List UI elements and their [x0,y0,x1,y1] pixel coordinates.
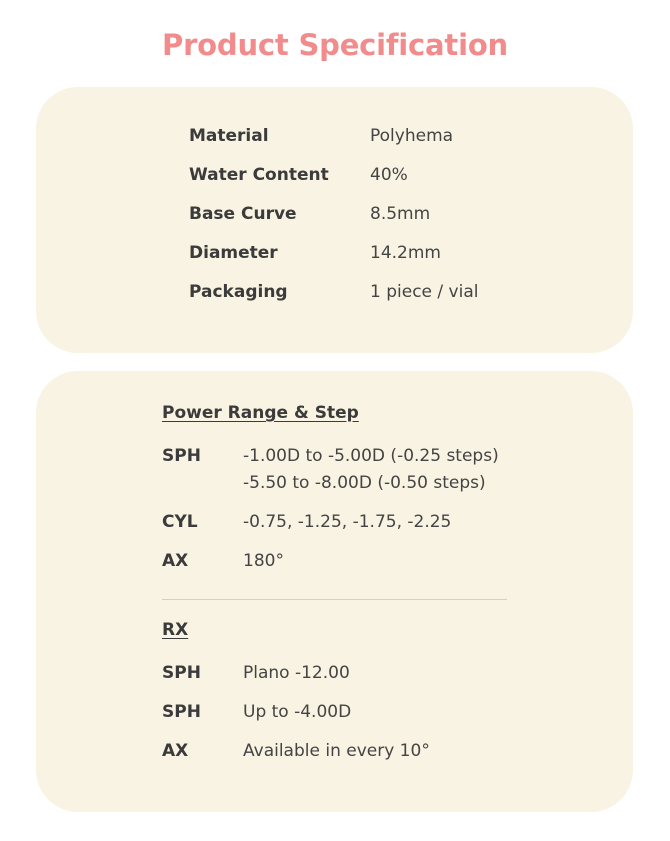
spec-value-base-curve: 8.5mm [370,204,431,224]
section-divider [162,599,507,600]
spec-value-diameter: 14.2mm [370,243,441,263]
rx-ax-label: AX [162,741,189,761]
rx-sph-value: Plano -12.00 [243,663,350,683]
spec-label-diameter: Diameter [189,243,278,263]
spec-value-packaging: 1 piece / vial [370,282,479,302]
power-card [36,371,633,812]
power-ax-label: AX [162,551,189,571]
rx-sph-label: SPH [162,663,201,683]
power-sph-label: SPH [162,446,201,466]
power-cyl-label: CYL [162,512,198,532]
power-cyl-value: -0.75, -1.25, -1.75, -2.25 [243,512,452,532]
spec-label-packaging: Packaging [189,282,288,302]
rx-heading: RX [162,620,189,640]
spec-value-material: Polyhema [370,126,454,146]
power-range-heading: Power Range & Step [162,403,359,423]
spec-value-water-content: 40% [370,165,408,185]
spec-label-material: Material [189,126,269,146]
power-sph-value-line2: -5.50 to -8.00D (-0.50 steps) [243,473,486,493]
rx-sph-value-2: Up to -4.00D [243,702,352,722]
rx-sph-label-2: SPH [162,702,201,722]
spec-label-base-curve: Base Curve [189,204,297,224]
page-title: Product Specification [162,28,508,62]
spec-card [36,87,633,353]
power-sph-value-line1: -1.00D to -5.00D (-0.25 steps) [243,446,499,466]
spec-label-water-content: Water Content [189,165,329,185]
power-ax-value: 180° [243,551,284,571]
rx-ax-value: Available in every 10° [243,741,430,761]
